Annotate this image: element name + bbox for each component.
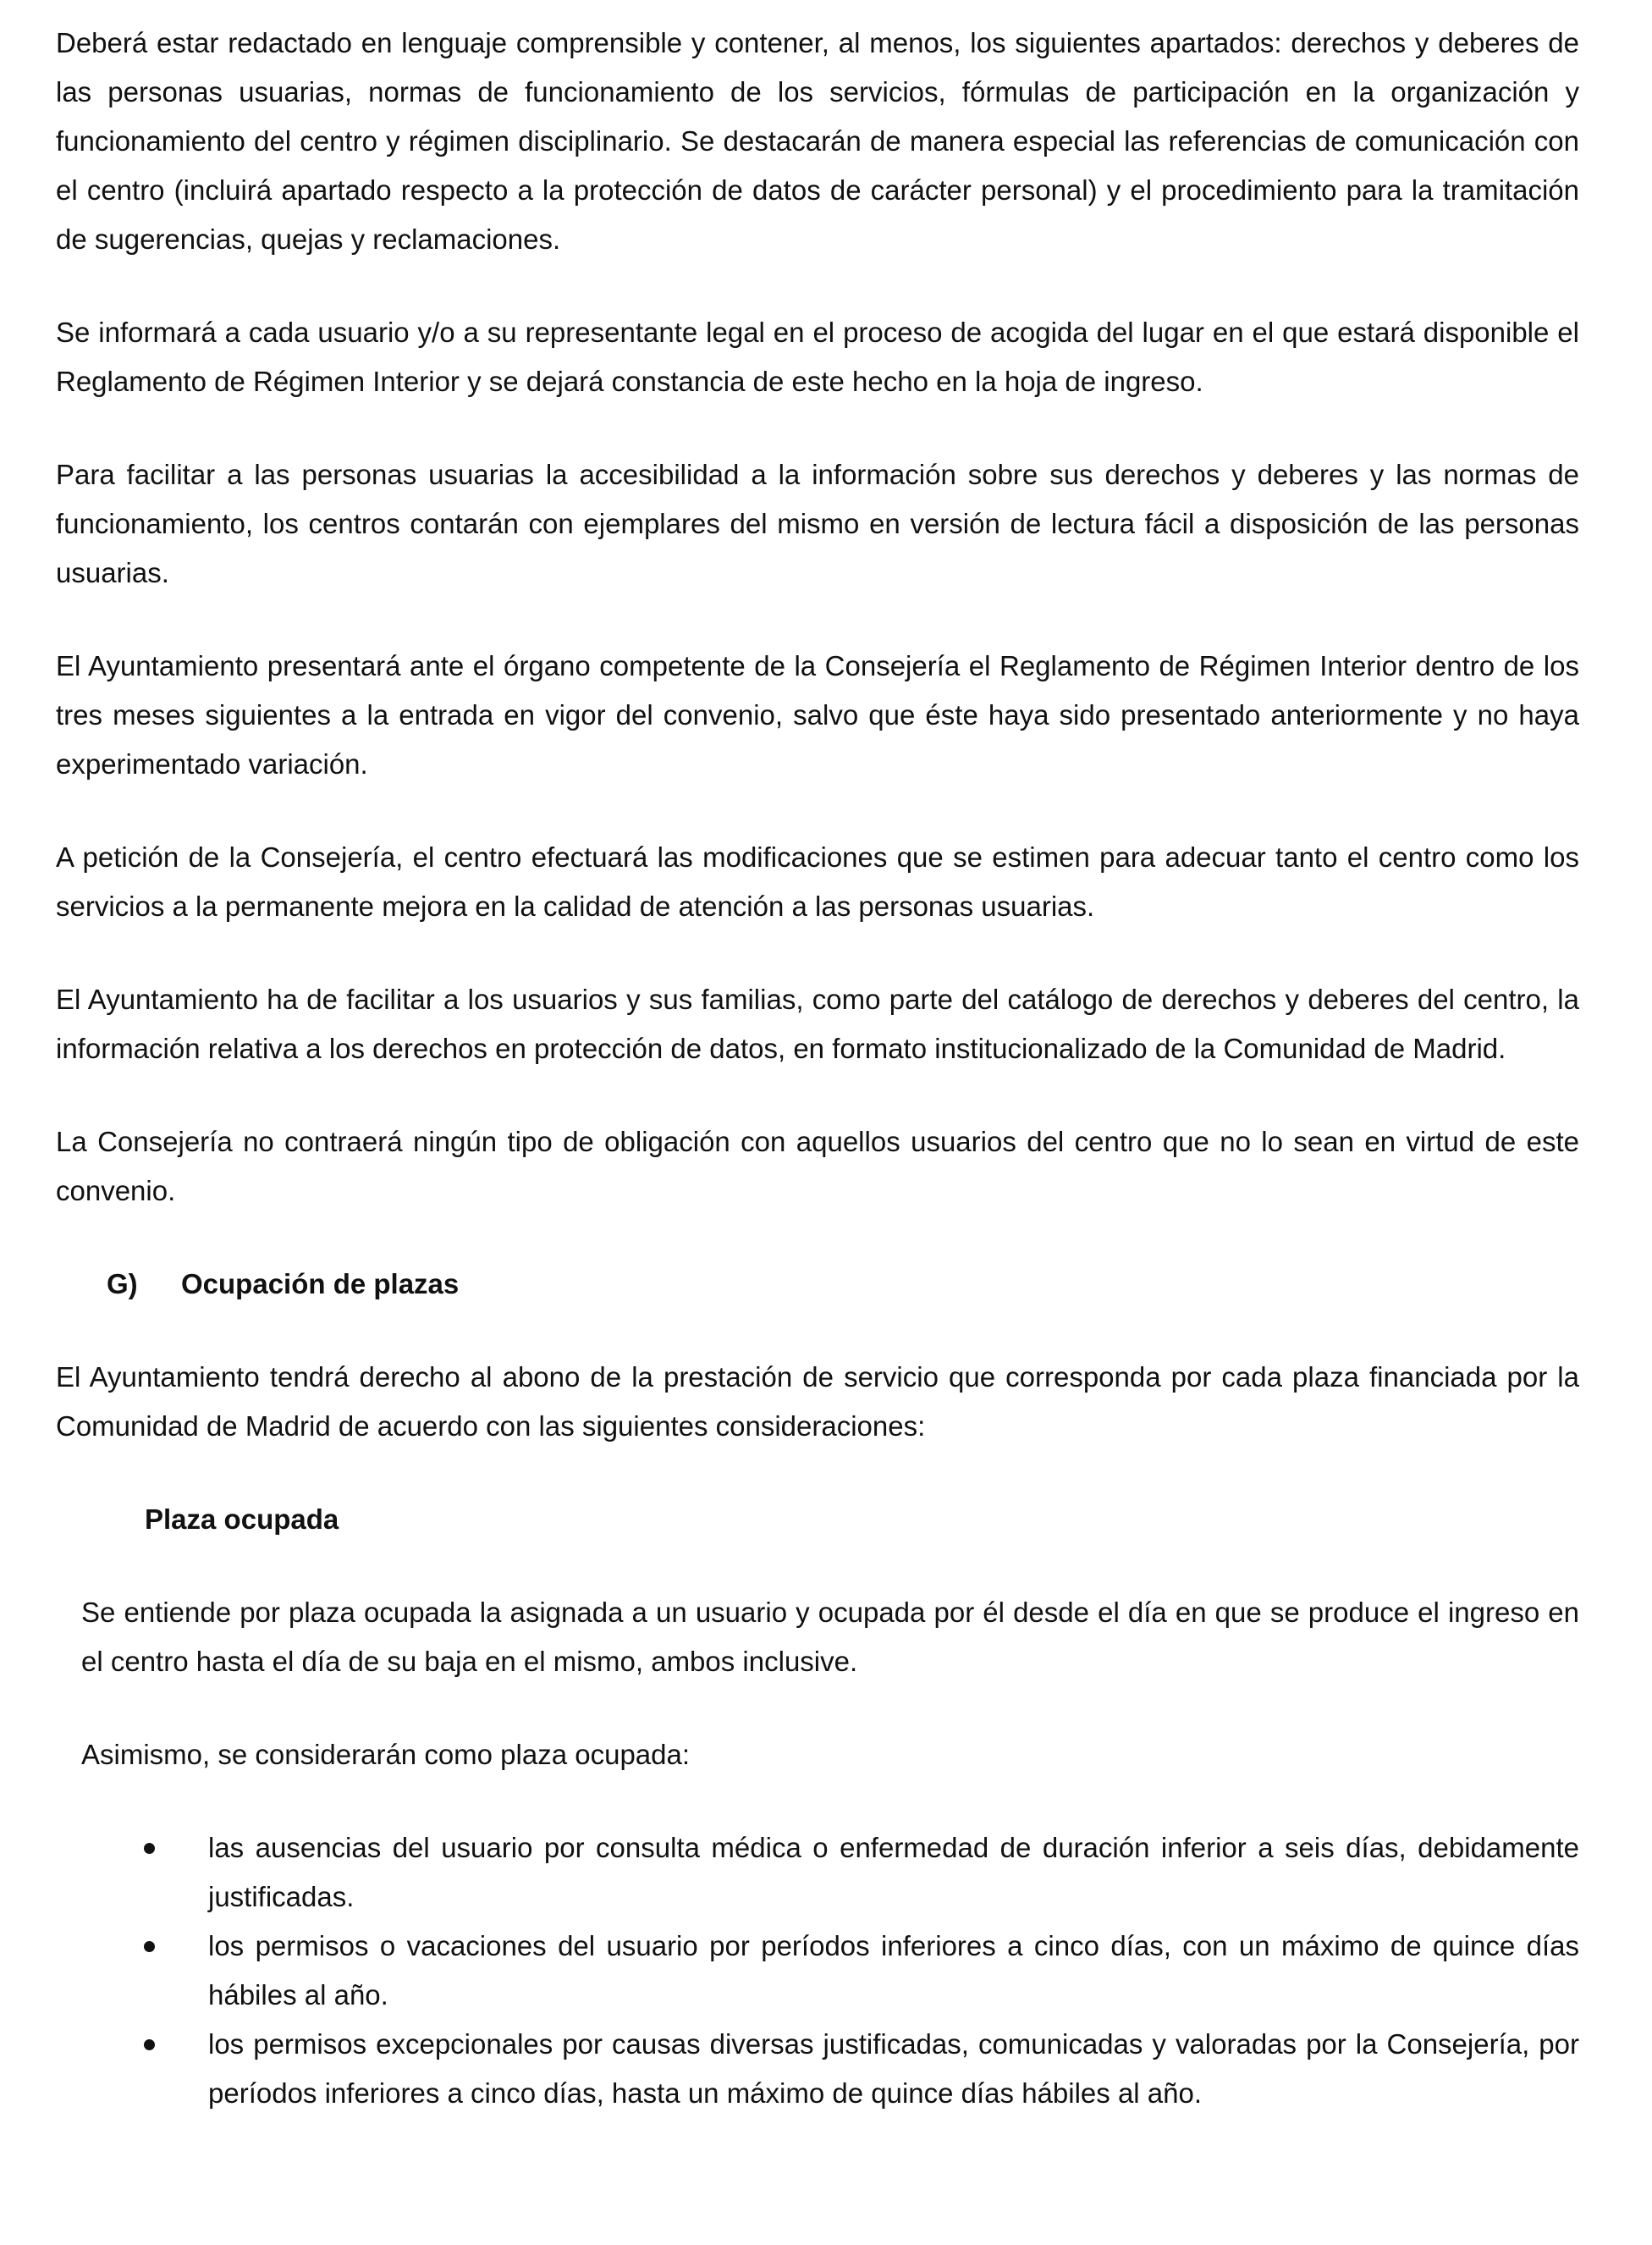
paragraph-abono-prestacion: El Ayuntamiento tendrá derecho al abono de la prestación de servicio que corresponda por cada plaza financiada por la Comunidad de Madrid de acuerdo con las siguientes consideraciones: bbox=[56, 1361, 1579, 1442]
paragraph-list-intro: Asimismo, se considerarán como plaza ocupada: bbox=[81, 1739, 691, 1770]
list-item-text: los permisos o vacaciones del usuario por períodos inferiores a cinco días, con un máximo de quince días hábiles al año. bbox=[208, 1930, 1579, 2011]
list-item-text: las ausencias del usuario por consulta médica o enfermedad de duración inferior a seis días, debidamente justificadas. bbox=[208, 1832, 1579, 1912]
section-heading-ocupacion bbox=[56, 1260, 1579, 1309]
paragraph-definicion-plaza: Se entiende por plaza ocupada la asignada a un usuario y ocupada por él desde el día en que se produce el ingreso en el centro hasta el día de su baja en el mismo, ambos inclusive. bbox=[81, 1597, 1579, 1677]
paragraph-obligaciones: La Consejería no contraerá ningún tipo de obligación con aquellos usuarios del centro que no lo sean en virtud de este convenio. bbox=[56, 1126, 1579, 1206]
paragraph-lectura-facil: Para facilitar a las personas usuarias la accesibilidad a la información sobre sus derechos y deberes y las normas de funcionamiento, los centros contarán con ejemplares del mismo en versión de lectura fácil a disposición de las personas usuarias. bbox=[56, 459, 1579, 588]
list-item bbox=[81, 1922, 1579, 2020]
paragraph-modificaciones: A petición de la Consejería, el centro efectuará las modificaciones que se estimen para adecuar tanto el centro como los servicios a la permanente mejora en la calidad de atención a las personas usuarias. bbox=[56, 841, 1579, 922]
bullet-icon bbox=[144, 2039, 155, 2050]
paragraph-reglamento-contenido: Deberá estar redactado en lenguaje comprensible y contener, al menos, los siguientes apartados: derechos y deberes de las personas usuarias, normas de funcionamiento de los servicios, fórmulas de participación en la organización y funcionamiento del centro y régimen disciplinario. Se destacarán de manera especial las referencias de comunicación con el centro (incluirá apartado respecto a la protección de datos de carácter personal) y el procedimiento para la tramitación de sugerencias, quejas y reclamaciones. bbox=[56, 27, 1579, 255]
section-letter: G) bbox=[107, 1268, 138, 1299]
list-item bbox=[81, 1823, 1579, 1922]
paragraph-presentacion-reglamento: El Ayuntamiento presentará ante el órgano competente de la Consejería el Reglamento de Régimen Interior dentro de los tres meses siguientes a la entrada en vigor del convenio, salvo que éste haya sido presentado anteriormente y no haya experimentado variación. bbox=[56, 650, 1579, 780]
bullet-list-plaza-ocupada bbox=[56, 1823, 1579, 2118]
bullet-icon bbox=[144, 1941, 155, 1952]
subsection-heading-plaza-ocupada: Plaza ocupada bbox=[145, 1503, 339, 1535]
paragraph-proteccion-datos: El Ayuntamiento ha de facilitar a los usuarios y sus familias, como parte del catálogo de derechos y deberes del centro, la información relativa a los derechos en protección de datos, en formato institucionalizado de la Comunidad de Madrid. bbox=[56, 984, 1579, 1064]
bullet-icon bbox=[144, 1843, 155, 1854]
document-page bbox=[56, 19, 1579, 2118]
list-item bbox=[81, 2020, 1579, 2118]
paragraph-informacion-acogida: Se informará a cada usuario y/o a su representante legal en el proceso de acogida del lugar en el que estará disponible el Reglamento de Régimen Interior y se dejará constancia de este hecho en la hoja de ingreso. bbox=[56, 317, 1579, 397]
section-title: Ocupación de plazas bbox=[181, 1268, 460, 1299]
list-item-text: los permisos excepcionales por causas diversas justificadas, comunicadas y valoradas por la Consejería, por períodos inferiores a cinco días, hasta un máximo de quince días hábiles al año. bbox=[208, 2028, 1579, 2109]
